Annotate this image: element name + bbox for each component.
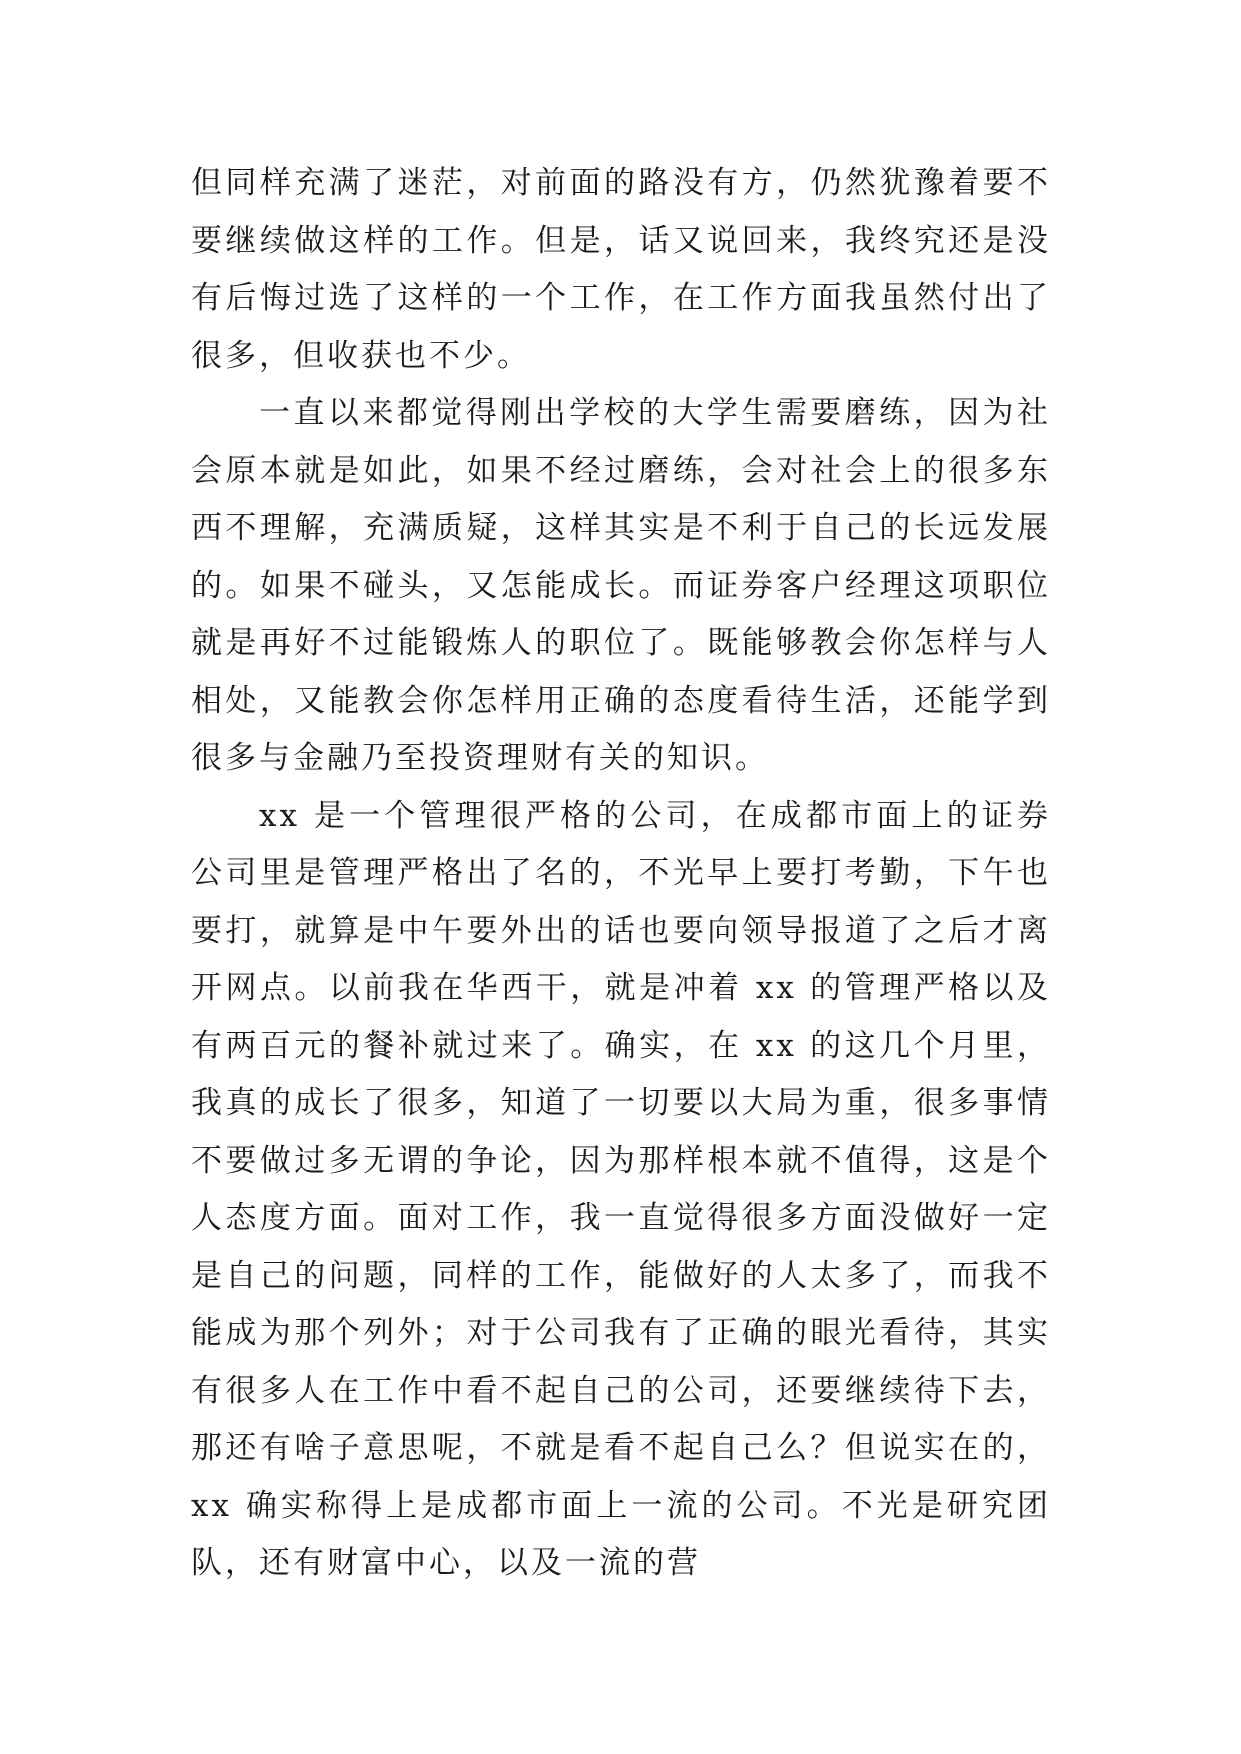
- document-body: [191, 155, 1051, 1593]
- paragraph-2: 一直以来都觉得刚出学校的大学生需要磨练，因为社会原本就是如此，如果不经过磨练，会对社会上的很多东西不理解，充满质疑，这样其实是不利于自己的长远发展的。如果不碰头，又怎能成长。而证券客户经理这项职位就是再好不过能锻炼人的职位了。既能够教会你怎样与人相处，又能教会你怎样用正确的态度看待生活，还能学到很多与金融乃至投资理财有关的知识。: [191, 395, 1051, 776]
- paragraph-1: 但同样充满了迷茫，对前面的路没有方，仍然犹豫着要不要继续做这样的工作。但是，话又说回来，我终究还是没有后悔过选了这样的一个工作，在工作方面我虽然付出了很多，但收获也不少。: [191, 165, 1051, 374]
- paragraph-3: xx 是一个管理很严格的公司，在成都市面上的证券公司里是管理严格出了名的，不光早上要打考勤，下午也要打，就算是中午要外出的话也要向领导报道了之后才离开网点。以前我在华西干，就是冲着 xx 的管理严格以及有两百元的餐补就过来了。确实，在 xx 的这几个月里，我真的成长了很多，知道了一切要以大局为重，很多事情不要做过多无谓的争论，因为那样根本就不值得，这是个人态度方面。面对工作，我一直觉得很多方面没做好一定是自己的问题，同样的工作，能做好的人太多了，而我不能成为那个列外；对于公司我有了正确的眼光看待，其实有很多人在工作中看不起自己的公司，还要继续待下去，那还有啥子意思呢，不就是看不起自己么？但说实在的，xx 确实称得上是成都市面上一流的公司。不光是研究团队，还有财富中心，以及一流的营: [191, 797, 1051, 1581]
